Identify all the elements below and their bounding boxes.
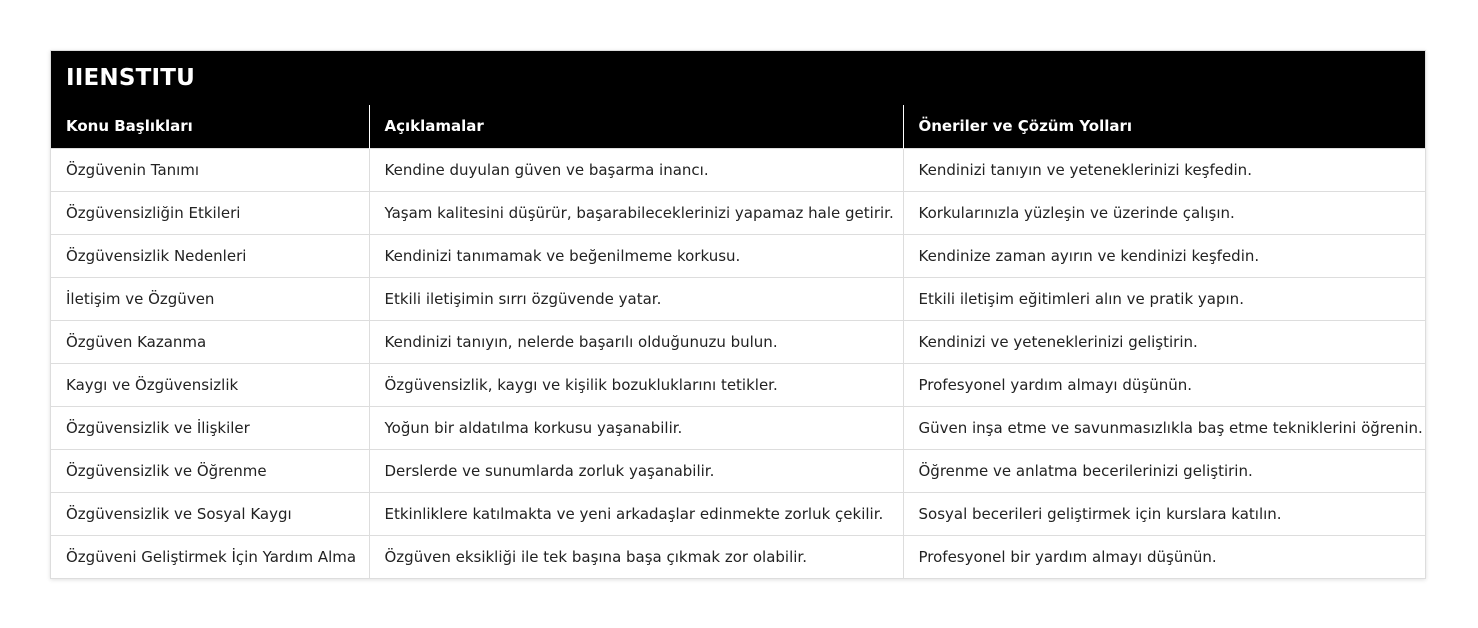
brand-title: IIENSTITU [51, 51, 1425, 105]
table-row [51, 363, 1425, 406]
cell-description: Kendine duyulan güven ve başarma inancı. [369, 148, 903, 191]
cell-topic: Özgüvensizlik ve İlişkiler [51, 406, 369, 449]
cell-topic: Özgüvensizlik ve Öğrenme [51, 449, 369, 492]
cell-description: Yoğun bir aldatılma korkusu yaşanabilir. [369, 406, 903, 449]
topics-table [51, 105, 1425, 578]
cell-description: Etkinliklere katılmakta ve yeni arkadaşlar edinmekte zorluk çekilir. [369, 492, 903, 535]
cell-topic: Özgüvensizlik Nedenleri [51, 234, 369, 277]
cell-suggestion: Sosyal becerileri geliştirmek için kurslara katılın. [903, 492, 1425, 535]
cell-description: Özgüvensizlik, kaygı ve kişilik bozukluklarını tetikler. [369, 363, 903, 406]
column-header-suggestions: Öneriler ve Çözüm Yolları [903, 105, 1425, 148]
cell-suggestion: Kendinize zaman ayırın ve kendinizi keşfedin. [903, 234, 1425, 277]
cell-description: Özgüven eksikliği ile tek başına başa çıkmak zor olabilir. [369, 535, 903, 578]
content-card [50, 50, 1426, 579]
table-row [51, 277, 1425, 320]
cell-suggestion: Kendinizi ve yeteneklerinizi geliştirin. [903, 320, 1425, 363]
cell-topic: Özgüven Kazanma [51, 320, 369, 363]
cell-topic: Özgüvensizlik ve Sosyal Kaygı [51, 492, 369, 535]
table-row [51, 191, 1425, 234]
cell-suggestion: Profesyonel yardım almayı düşünün. [903, 363, 1425, 406]
column-header-descriptions: Açıklamalar [369, 105, 903, 148]
column-header-topics: Konu Başlıkları [51, 105, 369, 148]
table-row [51, 406, 1425, 449]
cell-suggestion: Kendinizi tanıyın ve yeteneklerinizi keşfedin. [903, 148, 1425, 191]
table-row [51, 234, 1425, 277]
table-row [51, 492, 1425, 535]
cell-topic: Kaygı ve Özgüvensizlik [51, 363, 369, 406]
cell-suggestion: Öğrenme ve anlatma becerilerinizi geliştirin. [903, 449, 1425, 492]
cell-topic: Özgüveni Geliştirmek İçin Yardım Alma [51, 535, 369, 578]
cell-description: Kendinizi tanımamak ve beğenilmeme korkusu. [369, 234, 903, 277]
table-row [51, 449, 1425, 492]
table-row [51, 320, 1425, 363]
cell-description: Kendinizi tanıyın, nelerde başarılı olduğunuzu bulun. [369, 320, 903, 363]
cell-description: Yaşam kalitesini düşürür, başarabileceklerinizi yapamaz hale getirir. [369, 191, 903, 234]
table-header-row [51, 105, 1425, 148]
table-row [51, 148, 1425, 191]
cell-description: Etkili iletişimin sırrı özgüvende yatar. [369, 277, 903, 320]
cell-suggestion: Korkularınızla yüzleşin ve üzerinde çalışın. [903, 191, 1425, 234]
cell-topic: Özgüvenin Tanımı [51, 148, 369, 191]
cell-description: Derslerde ve sunumlarda zorluk yaşanabilir. [369, 449, 903, 492]
cell-suggestion: Etkili iletişim eğitimleri alın ve pratik yapın. [903, 277, 1425, 320]
table-row [51, 535, 1425, 578]
cell-topic: Özgüvensizliğin Etkileri [51, 191, 369, 234]
cell-suggestion: Güven inşa etme ve savunmasızlıkla baş etme tekniklerini öğrenin. [903, 406, 1425, 449]
cell-topic: İletişim ve Özgüven [51, 277, 369, 320]
cell-suggestion: Profesyonel bir yardım almayı düşünün. [903, 535, 1425, 578]
